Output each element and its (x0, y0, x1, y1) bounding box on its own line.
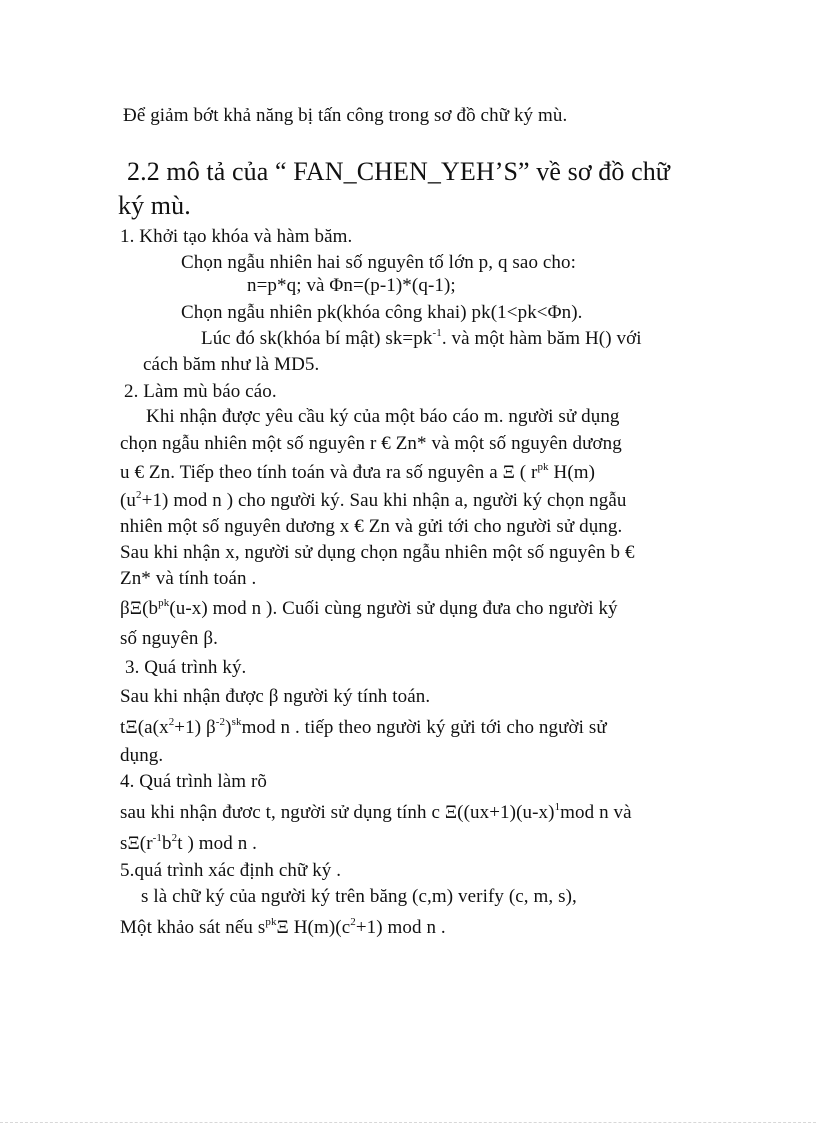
step1-sk-text-2: . và một hàm băm H() với (441, 328, 642, 349)
step4-line2-sup-2: 2 (171, 831, 178, 844)
step1-title: 1. Khởi tạo khóa và hàm băm. (120, 226, 353, 247)
step2-line-3 (120, 461, 595, 485)
step1-choose-pk: Chọn ngẫu nhiên pk(khóa công khai) pk(1<pk<Φn). (181, 302, 583, 323)
step5-line2-text-1: Một khảo sát nếu s (120, 917, 266, 938)
step4-line2-sup-1: -1 (152, 831, 163, 844)
step4-line2-text-2: b (162, 833, 172, 854)
step5-line-2 (120, 916, 446, 940)
step3-line2-sup-2: -2 (215, 715, 226, 728)
step4-line-2 (120, 832, 257, 856)
step2-line-5: nhiên một số nguyên dương x € Zn và gửi tới cho người sử dụng. (120, 516, 623, 537)
step2-line-8 (120, 597, 618, 621)
step2-line-6: Sau khi nhận x, người sử dụng chọn ngẫu nhiên một số nguyên b € (120, 542, 635, 563)
step2-line3-text-2: H(m) (548, 462, 596, 483)
step4-line1-text-2: mod n và (560, 802, 632, 823)
step3-line2-text-3: ) (225, 717, 232, 738)
step5-line2-sup-1: pk (265, 915, 277, 928)
section-heading-line-1: 2.2 mô tả của “ FAN_CHEN_YEH’S” về sơ đồ chữ (127, 157, 670, 186)
step2-line8-text-1: βΞ(b (120, 598, 159, 619)
step4-line2-text-1: sΞ(r (120, 833, 153, 854)
step2-line-9: số nguyên β. (120, 628, 218, 649)
step2-line4-text-1: (u (120, 490, 137, 511)
step2-line3-superscript: pk (537, 460, 549, 473)
step1-sk-text-1: Lúc đó sk(khóa bí mật) sk=pk (201, 328, 433, 349)
step2-line3-text-1: u € Zn. Tiếp theo tính toán và đưa ra số nguyên a Ξ ( r (120, 462, 538, 483)
step5-line2-text-2: Ξ H(m)(c (276, 917, 351, 938)
step4-title: 4. Quá trình làm rõ (120, 771, 268, 792)
step2-line-1: Khi nhận được yêu cầu ký của một báo cáo m. người sử dụng (146, 406, 620, 427)
step1-secret-key (201, 327, 642, 351)
step5-title: 5.quá trình xác định chữ ký . (120, 860, 342, 881)
step3-line-3: dụng. (120, 745, 164, 766)
step2-line-4 (120, 489, 626, 513)
step2-line4-superscript: 2 (136, 488, 142, 501)
step5-line2-sup-2: 2 (350, 915, 356, 928)
intro-sentence: Để giảm bớt khả năng bị tấn công trong sơ đồ chữ ký mù. (123, 105, 568, 126)
step4-line1-text-1: sau khi nhận đươc t, người sử dụng tính c Ξ((ux+1)(u-x) (120, 802, 555, 823)
step1-sk-superscript: -1 (432, 326, 442, 339)
step4-line2-text-3: t ) mod n . (177, 833, 258, 854)
step2-line-2: chọn ngẫu nhiên một số nguyên r € Zn* và một số nguyên dương (120, 433, 622, 454)
step3-line-1: Sau khi nhận được β người ký tính toán. (120, 686, 431, 707)
step1-choose-primes: Chọn ngẫu nhiên hai số nguyên tố lớn p, q sao cho: (181, 252, 577, 273)
step3-title: 3. Quá trình ký. (125, 657, 247, 678)
step2-line-7: Zn* và tính toán . (120, 568, 257, 589)
step2-line8-superscript: pk (158, 596, 170, 609)
step3-line2-text-1: tΞ(a(x (120, 717, 169, 738)
step3-line2-sup-1: 2 (168, 715, 175, 728)
step1-hash-desc: cách băm như là MD5. (143, 354, 320, 375)
step5-line2-text-3: +1) mod n . (355, 917, 446, 938)
step2-line8-text-2: (u-x) mod n ). Cuối cùng người sử dụng đưa cho người ký (169, 598, 618, 619)
step4-line-1 (120, 801, 632, 825)
step4-line1-superscript: 1 (554, 800, 561, 813)
step3-line-2 (120, 716, 607, 740)
step2-line4-text-2: +1) mod n ) cho người ký. Sau khi nhận a, người ký chọn ngẫu (141, 490, 627, 511)
step3-line2-text-4: mod n . tiếp theo người ký gửi tới cho người sử (241, 717, 607, 738)
step3-line2-text-2: +1) β (174, 717, 216, 738)
section-heading-line-2: ký mù. (118, 191, 191, 220)
step5-line-1: s là chữ ký của người ký trên băng (c,m) verify (c, m, s), (141, 886, 577, 907)
step2-title: 2. Làm mù báo cáo. (124, 381, 277, 402)
step1-formula-n: n=p*q; và Φn=(p-1)*(q-1); (247, 275, 456, 296)
step3-line2-sup-3: sk (231, 715, 242, 728)
